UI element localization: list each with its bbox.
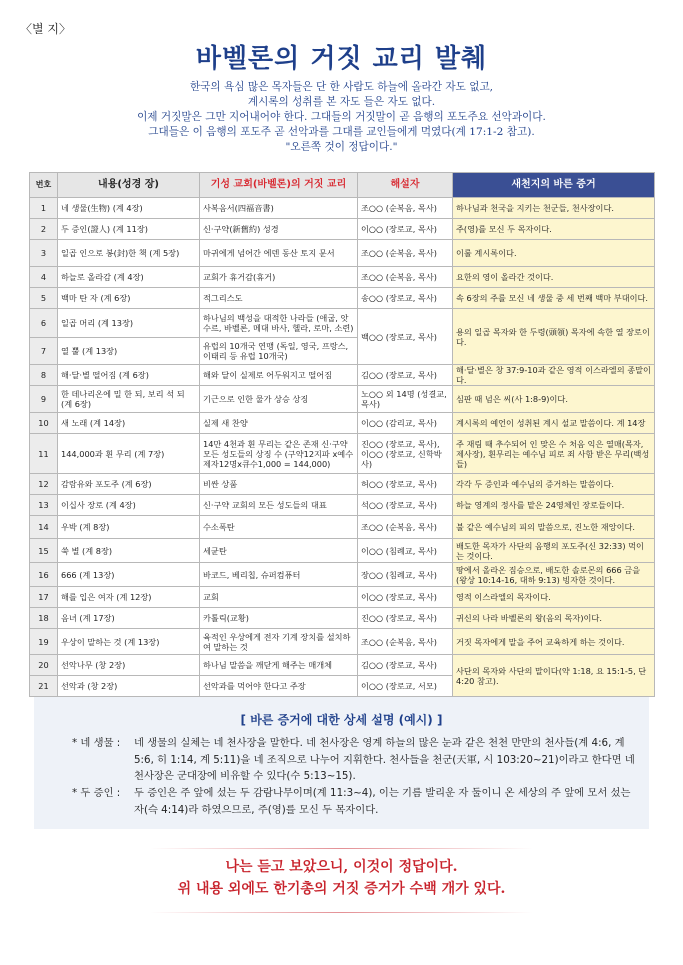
header-truth: 새천지의 바른 증거	[453, 173, 655, 198]
row-num: 15	[30, 539, 58, 563]
row-truth: 용의 일곱 목자와 한 두령(頭領) 목자에 속한 열 장로이다.	[453, 309, 655, 365]
table-row	[30, 386, 655, 413]
closing-line-1: 나는 듣고 보았으니, 이것이 정답이다.	[225, 859, 458, 875]
explanation-item	[72, 735, 642, 785]
row-author: 노○○ 외 14명 (성결교, 목사)	[358, 386, 453, 413]
intro-line: "오른쪽 것이 정답이다."	[285, 141, 398, 153]
row-truth: 배도한 목자가 사단의 음행의 포도주(신 32:33) 먹이는 것이다.	[453, 539, 655, 563]
row-num: 2	[30, 219, 58, 240]
explanation-text: 네 생물의 실체는 네 천사장을 말한다. 네 천사장은 영계 하늘의 많은 눈과 같은 천천 만만의 천사들(계 4:6, 계 5:6, 히 1:14, 계 5:11)을 네 조직으로 나누어 지휘한다. 천사들을 천군(天軍, 시 103:20~21)이라고 한다면 네 천사장은 군대장에 비유할 수 있다(수 5:13~15).	[134, 737, 635, 782]
explanation-text: 두 증인은 주 앞에 섰는 두 감람나무이며(계 11:3~4), 이는 기름 발리운 자 둘이니 온 세상의 주 앞에 모서 섰는 자(슥 4:14)라 하였으므로, 주(영)를 모신 두 목자이다.	[134, 787, 631, 816]
intro-line: 한국의 욕심 많은 목자들은 단 한 사람도 하늘에 올라간 자도 없고,	[189, 81, 494, 93]
table-row	[30, 309, 655, 338]
row-truth: 불 같은 예수님의 피의 말씀으로, 진노한 재앙이다.	[453, 516, 655, 539]
row-author: 이○○ (장로교, 목사)	[358, 587, 453, 608]
row-num: 16	[30, 563, 58, 587]
row-num: 21	[30, 676, 58, 697]
row-author: 이○○ (장로교, 목사)	[358, 219, 453, 240]
table-row	[30, 539, 655, 563]
row-num: 8	[30, 365, 58, 386]
row-traditional: 카톨릭(교황)	[200, 608, 358, 629]
row-traditional: 마귀에게 넘어간 에덴 동산 토지 문서	[200, 240, 358, 267]
row-traditional: 세균탄	[200, 539, 358, 563]
row-num: 17	[30, 587, 58, 608]
row-content: 열 뿔 (계 13장)	[58, 338, 200, 365]
row-traditional: 유럽의 10개국 연맹 (독일, 영국, 프랑스, 이태리 등 유럽 10개국)	[200, 338, 358, 365]
row-num: 11	[30, 434, 58, 474]
appendix-tag: 〈별 지〉	[20, 22, 71, 36]
row-truth: 해·달·별은 창 37:9-10과 같은 영적 이스라엘의 종말이다.	[453, 365, 655, 386]
row-num: 6	[30, 309, 58, 338]
table-row	[30, 240, 655, 267]
row-traditional: 바코드, 베리칩, 슈퍼컴퓨터	[200, 563, 358, 587]
row-traditional: 신·구약(新舊約) 성경	[200, 219, 358, 240]
row-traditional: 선악과를 먹어야 한다고 주장	[200, 676, 358, 697]
closing-statement	[0, 856, 683, 900]
row-num: 1	[30, 198, 58, 219]
row-content: 선악과 (창 2장)	[58, 676, 200, 697]
closing-line-2: 위 내용 외에도 한기총의 거짓 증거가 수백 개가 있다.	[177, 881, 506, 897]
row-traditional: 하나님의 백성을 대적한 나라들 (애굽, 앗수르, 바벨론, 메대 바사, 헬라, 로마, 소련)	[200, 309, 358, 338]
row-content: 666 (계 13장)	[58, 563, 200, 587]
row-content: 일곱 인으로 봉(封)한 책 (계 5장)	[58, 240, 200, 267]
table-row	[30, 587, 655, 608]
row-author: 이○○ (감리교, 목사)	[358, 413, 453, 434]
table-row	[30, 219, 655, 240]
intro-line: 그대들은 이 음행의 포도주 곧 선악과를 그대를 교인들에게 먹였다(계 17:1-2 참고).	[148, 126, 535, 138]
row-traditional: 적그리스도	[200, 288, 358, 309]
row-content: 음녀 (계 17장)	[58, 608, 200, 629]
table-row	[30, 267, 655, 288]
table-row	[30, 365, 655, 386]
row-author: 조○○ (순복음, 목사)	[358, 516, 453, 539]
row-content: 새 노래 (계 14장)	[58, 413, 200, 434]
row-author: 백○○ (장로교, 목사)	[358, 309, 453, 365]
row-num: 18	[30, 608, 58, 629]
intro-text	[0, 80, 683, 155]
table-row	[30, 655, 655, 676]
row-traditional: 육적인 우상에게 전자 기계 장치를 설치하여 말하는 것	[200, 629, 358, 655]
row-author: 김○○ (장로교, 목사)	[358, 655, 453, 676]
doctrine-table	[29, 172, 655, 697]
row-traditional: 비싼 상품	[200, 474, 358, 495]
row-truth: 땅에서 올라온 짐승으로, 배도한 솔로몬의 666 금을 (왕상 10:14-16, 대하 9:13) 빙자한 것이다.	[453, 563, 655, 587]
header-traditional: 기성 교회(바벨론)의 거짓 교리	[200, 173, 358, 198]
table-row	[30, 608, 655, 629]
table-row	[30, 413, 655, 434]
row-truth: 이룰 계시록이다.	[453, 240, 655, 267]
header-content: 내용(성경 장)	[58, 173, 200, 198]
intro-line: 이제 거짓말은 그만 지어내어야 한다. 그대들의 거짓말이 곧 음행의 포도주요 선악과이다.	[137, 111, 546, 123]
table-row	[30, 629, 655, 655]
row-traditional: 해와 달이 실제로 어두워지고 떨어짐	[200, 365, 358, 386]
row-content: 한 데나리온에 밀 한 되, 보리 석 되 (계 6장)	[58, 386, 200, 413]
row-content: 하늘로 올라감 (계 4장)	[58, 267, 200, 288]
table-row	[30, 563, 655, 587]
row-author: 송○○ (장로교, 목사)	[358, 288, 453, 309]
page-title: 바벨론의 거짓 교리 발췌	[195, 44, 488, 74]
row-num: 12	[30, 474, 58, 495]
row-truth: 심판 때 넘은 씨(사 1:8-9)이다.	[453, 386, 655, 413]
row-traditional: 수소폭탄	[200, 516, 358, 539]
header-num: 번호	[30, 173, 58, 198]
row-content: 이십사 장로 (계 4장)	[58, 495, 200, 516]
closing-divider-top	[150, 848, 533, 849]
row-truth: 귀신의 나라 바벨론의 왕(음의 목자)이다.	[453, 608, 655, 629]
row-content: 일곱 머리 (계 13장)	[58, 309, 200, 338]
row-num: 19	[30, 629, 58, 655]
row-truth: 거짓 목자에게 말을 주어 교육하게 하는 것이다.	[453, 629, 655, 655]
table-row	[30, 434, 655, 474]
header-author: 해설자	[358, 173, 453, 198]
table-header-row	[30, 173, 655, 198]
table-row	[30, 495, 655, 516]
row-content: 쑥 별 (계 8장)	[58, 539, 200, 563]
explanation-title: [ 바른 증거에 대한 상세 설명 (예시) ]	[240, 713, 443, 727]
row-author: 진○○ (장로교, 목사)	[358, 608, 453, 629]
row-content: 감람유와 포도주 (계 6장)	[58, 474, 200, 495]
row-traditional: 사복음서(四福音書)	[200, 198, 358, 219]
row-author: 진○○ (장로교, 목사), 이○○ (장로교, 신학박사)	[358, 434, 453, 474]
row-content: 해를 입은 여자 (계 12장)	[58, 587, 200, 608]
row-traditional: 교회가 휴거감(휴거)	[200, 267, 358, 288]
row-truth: 속 6장의 주를 모신 네 생물 중 세 번째 백마 부대이다.	[453, 288, 655, 309]
row-num: 9	[30, 386, 58, 413]
row-traditional: 실제 새 찬양	[200, 413, 358, 434]
table-row	[30, 474, 655, 495]
row-num: 14	[30, 516, 58, 539]
row-author: 김○○ (장로교, 목사)	[358, 365, 453, 386]
explanation-label: * 두 증인 :	[72, 787, 121, 799]
row-truth: 사단의 목자와 사단의 말이다(약 1:18, 요 15:1-5, 단 4:20 참고).	[453, 655, 655, 697]
row-content: 우박 (계 8장)	[58, 516, 200, 539]
row-content: 백마 탄 자 (계 6장)	[58, 288, 200, 309]
row-truth: 하늘 영계의 정사를 맡은 24영체인 장로들이다.	[453, 495, 655, 516]
closing-divider-bottom	[150, 912, 533, 913]
row-traditional: 교회	[200, 587, 358, 608]
row-author: 장○○ (침례교, 목사)	[358, 563, 453, 587]
explanation-item	[72, 785, 642, 818]
row-num: 13	[30, 495, 58, 516]
table-row	[30, 198, 655, 219]
row-traditional: 14만 4천과 흰 무리는 같은 존재 신·구약 모든 성도들의 상징 수 (구약12지파 x예수제자12명x큐수1,000 = 144,000)	[200, 434, 358, 474]
row-truth: 하나님과 천국을 지키는 천군들, 천사장이다.	[453, 198, 655, 219]
row-author: 조○○ (순복음, 목사)	[358, 240, 453, 267]
row-author: 조○○ (순복음, 목사)	[358, 267, 453, 288]
row-num: 20	[30, 655, 58, 676]
row-truth: 계시록의 예언이 성취된 계시 설교 말씀이다. 계 14장	[453, 413, 655, 434]
row-author: 이○○ (장로교, 서모)	[358, 676, 453, 697]
row-traditional: 기근으로 인한 물가 상승 상징	[200, 386, 358, 413]
row-content: 네 생물(生物) (계 4장)	[58, 198, 200, 219]
row-traditional: 신·구약 교회의 모든 성도들의 대표	[200, 495, 358, 516]
row-content: 두 증인(證人) (계 11장)	[58, 219, 200, 240]
row-truth: 영적 이스라엘의 목자이다.	[453, 587, 655, 608]
row-truth: 요한의 영이 올라간 것이다.	[453, 267, 655, 288]
row-content: 우상이 말하는 것 (계 13장)	[58, 629, 200, 655]
row-content: 144,000과 흰 무리 (계 7장)	[58, 434, 200, 474]
row-num: 3	[30, 240, 58, 267]
row-author: 허○○ (장로교, 목사)	[358, 474, 453, 495]
explanation-box	[34, 697, 649, 829]
row-author: 조○○ (순복음, 목사)	[358, 198, 453, 219]
row-truth: 주 재림 때 추수되어 인 맞은 수 처음 익은 열매(목자, 제사장), 흰무리는 예수님 피로 죄 사함 받은 무리(백성들)	[453, 434, 655, 474]
table-row	[30, 288, 655, 309]
explanation-label: * 네 생물 :	[72, 737, 121, 749]
row-num: 4	[30, 267, 58, 288]
row-num: 7	[30, 338, 58, 365]
intro-line: 계시록의 성취를 본 자도 들은 자도 없다.	[247, 96, 436, 108]
table-row	[30, 516, 655, 539]
row-author: 석○○ (장로교, 목사)	[358, 495, 453, 516]
row-num: 5	[30, 288, 58, 309]
row-author: 이○○ (침례교, 목사)	[358, 539, 453, 563]
row-traditional: 하나님 말씀을 깨닫게 해주는 매개체	[200, 655, 358, 676]
row-author: 조○○ (순복음, 목사)	[358, 629, 453, 655]
row-truth: 각각 두 증인과 예수님의 증거하는 말씀이다.	[453, 474, 655, 495]
row-truth: 주(영)를 모신 두 목자이다.	[453, 219, 655, 240]
row-content: 해·달·별 떨어짐 (계 6장)	[58, 365, 200, 386]
row-num: 10	[30, 413, 58, 434]
row-content: 선악나무 (창 2장)	[58, 655, 200, 676]
